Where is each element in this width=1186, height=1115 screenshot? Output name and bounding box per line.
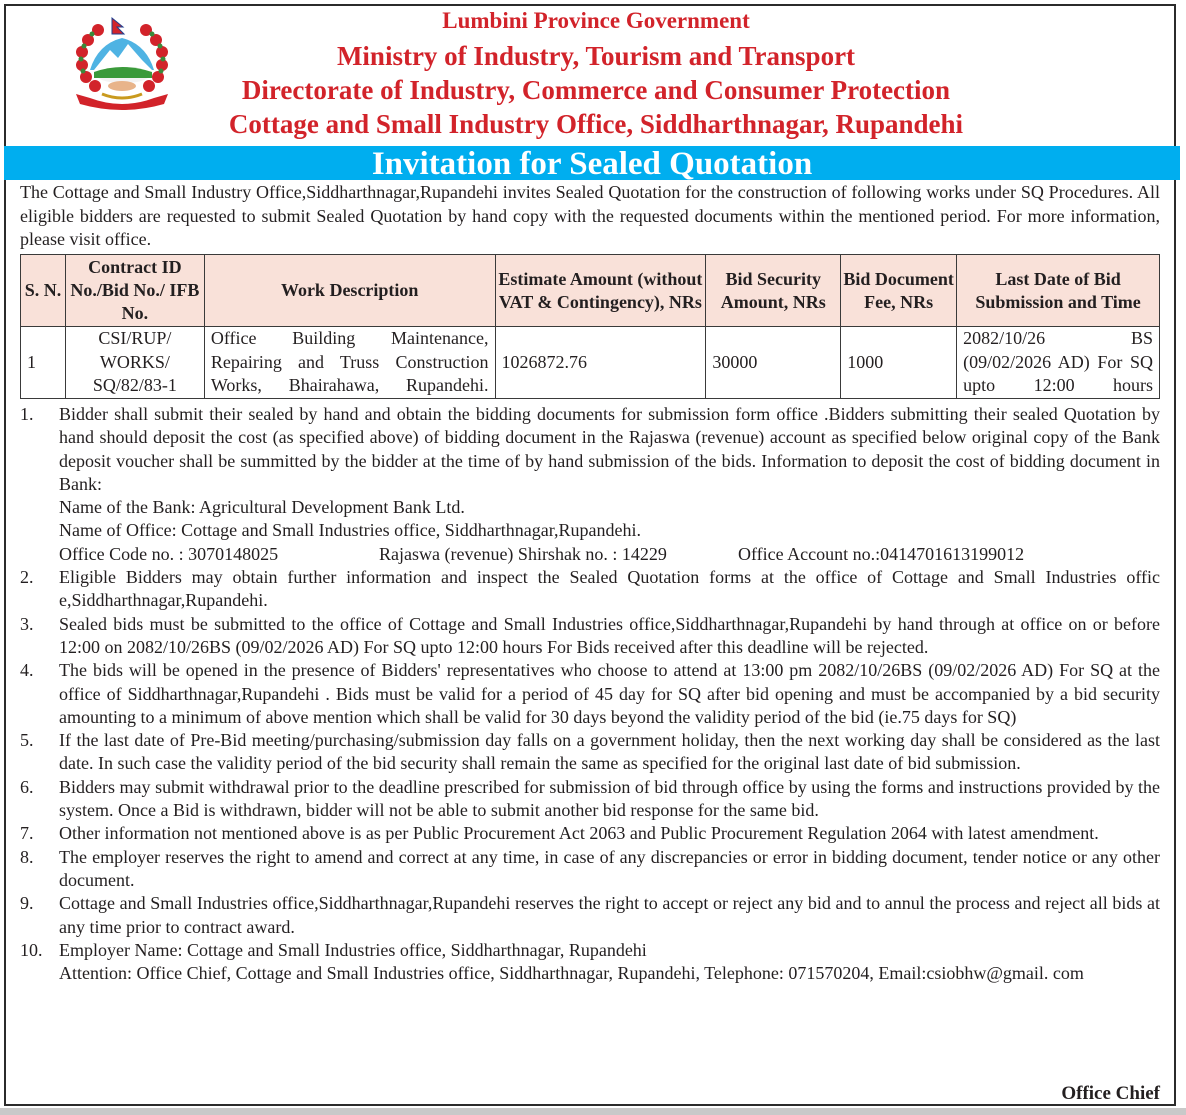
list-item-text: Bidder shall submit their sealed by hand and obtain the bidding documents for submission form office .Bidders submitting their sealed Quotation by hand should deposit the cost (as specified above) of bidding document in the Rajaswa (revenue) account as specified below original copy of the Bank deposit voucher shall be summitted by the bidder at the time of by hand submission of the bids. Information to deposit the cost of bidding document in Bank: bbox=[59, 404, 1160, 494]
nepal-coat-of-arms-icon bbox=[68, 14, 176, 112]
list-item-number: 4. bbox=[20, 660, 34, 681]
list-item-text: The bids will be opened in the presence of Bidders' representatives who choose to attend at 13:00 pm 2082/10/26BS (09/02/2026 AD) For SQ at the office of Siddharthnagar,Rupandehi . Bids must be valid for a period of 45 day for SQ after bid opening and must be accompanied by a bid security amounting to a minimum of above mention which shall be valid for 30 days beyond the validity period of the bid (ie.75 days for SQ) bbox=[59, 660, 1160, 727]
list-item-text: Eligible Bidders may obtain further information and inspect the Sealed Quotation forms at the office of Cottage and Small Industries offic e,Siddharthnagar,Rupandehi. bbox=[59, 567, 1160, 611]
list-item-number: 8. bbox=[20, 846, 34, 867]
list-item bbox=[20, 729, 1160, 776]
list-item bbox=[20, 822, 1160, 845]
employer-name: Employer Name: Cottage and Small Industries office, Siddharthnagar, Rupandehi bbox=[59, 939, 647, 960]
col-header-last-date: Last Date of Bid Submission and Time bbox=[957, 255, 1160, 327]
list-item bbox=[20, 892, 1160, 939]
col-header-bid-document-fee: Bid Document Fee, NRs bbox=[841, 255, 957, 327]
col-header-contract-id: Contract ID No./Bid No./ IFB No. bbox=[65, 255, 204, 327]
header-directorate: Directorate of Industry, Commerce and Consumer Protection bbox=[241, 75, 951, 105]
list-item-number: 3. bbox=[20, 613, 34, 634]
cell-work-description: Office Building Maintenance, Repairing and Truss Construction Works, Bhairahawa, Rupandehi. bbox=[204, 327, 495, 399]
bid-table bbox=[20, 254, 1160, 399]
header-office: Cottage and Small Industry Office, Siddharthnagar, Rupandehi bbox=[228, 109, 964, 139]
list-item bbox=[20, 939, 1160, 986]
list-item bbox=[20, 613, 1160, 660]
list-item-number: 7. bbox=[20, 823, 34, 844]
list-item-text: Bidders may submit withdrawal prior to the deadline prescribed for submission of bid through office by using the forms and instructions provided by the system. Once a Bid is withdrawn, bidder will not be able to submit another bid response for the same bid. bbox=[59, 776, 1160, 821]
intro-paragraph: The Cottage and Small Industry Office,Siddharthnagar,Rupandehi invites Sealed Quotation for the construction of following works under SQ Procedures. All eligible bidders are requested to submit Sealed Quotation by hand copy with the requested documents within the mentioned period. For more information, please visit office. bbox=[20, 182, 1160, 249]
terms-list bbox=[20, 403, 1160, 985]
notice-title-banner: Invitation for Sealed Quotation bbox=[4, 146, 1180, 180]
list-item-number: 6. bbox=[20, 776, 34, 797]
list-item bbox=[20, 776, 1160, 823]
col-header-sn: S. N. bbox=[21, 255, 66, 327]
office-code: Office Code no. : 3070148025 bbox=[59, 543, 279, 564]
list-item-number: 2. bbox=[20, 567, 34, 588]
bank-codes-row bbox=[59, 543, 1160, 566]
cell-estimate-amount: 1026872.76 bbox=[495, 327, 706, 399]
list-item bbox=[20, 659, 1160, 729]
cell-last-date: 2082/10/26 BS (09/02/2026 AD) For SQ upto 12:00 hours bbox=[957, 327, 1160, 399]
table-header-row bbox=[21, 255, 1160, 327]
list-item bbox=[20, 846, 1160, 893]
col-header-work-description: Work Description bbox=[204, 255, 495, 327]
page-bottom-edge bbox=[0, 1108, 1186, 1115]
list-item-number: 5. bbox=[20, 730, 34, 751]
office-name: Name of Office: Cottage and Small Industries office, Siddharthnagar,Rupandehi. bbox=[59, 520, 641, 541]
contact-attention: Attention: Office Chief, Cottage and Small Industries office, Siddharthnagar, Rupandehi, Telephone: 071570204, Email:csiobhw@gmail. com bbox=[59, 963, 1084, 984]
list-item-text: Sealed bids must be submitted to the office of Cottage and Small Industries office,Siddharthnagar,Rupandehi by hand through at office on or before 12:00 on 2082/10/26BS (09/02/2026 AD) For SQ upto 12:00 hours For Bids received after this deadline will be rejected. bbox=[59, 613, 1160, 657]
cell-contract-id: CSI/RUP/ WORKS/ SQ/82/83-1 bbox=[65, 327, 204, 399]
cell-bid-security: 30000 bbox=[706, 327, 841, 399]
revenue-head-code: Rajaswa (revenue) Shirshak no. : 14229 bbox=[379, 543, 667, 564]
list-item-number: 10. bbox=[20, 939, 43, 960]
cell-sn: 1 bbox=[21, 327, 66, 399]
list-item-text: The employer reserves the right to amend and correct at any time, in case of any discrepancies or error in bidding document, tender notice or any other document. bbox=[59, 846, 1160, 890]
list-item-number: 1. bbox=[20, 404, 34, 424]
cell-bid-document-fee: 1000 bbox=[841, 327, 957, 399]
col-header-estimate-amount: Estimate Amount (without VAT & Contingency), NRs bbox=[495, 255, 706, 327]
notice-header bbox=[6, 6, 1174, 143]
signoff-office-chief: Office Chief bbox=[1061, 1083, 1160, 1104]
list-item bbox=[20, 566, 1160, 613]
table-row bbox=[21, 327, 1160, 399]
bank-name: Name of the Bank: Agricultural Development Bank Ltd. bbox=[59, 497, 465, 518]
header-province: Lumbini Province Government bbox=[442, 8, 750, 33]
list-item bbox=[20, 403, 1160, 566]
list-item-text: Cottage and Small Industries office,Siddharthnagar,Rupandehi reserves the right to accept or reject any bid and to annul the process and reject all bids at any time prior to contract award. bbox=[59, 893, 1160, 937]
col-header-bid-security: Bid Security Amount, NRs bbox=[706, 255, 841, 327]
header-ministry: Ministry of Industry, Tourism and Transport bbox=[336, 41, 856, 71]
list-item-text: Other information not mentioned above is as per Public Procurement Act 2063 and Public Procurement Regulation 2064 with latest amendment. bbox=[59, 823, 1099, 844]
list-item-text: If the last date of Pre-Bid meeting/purchasing/submission day falls on a government holiday, then the next working day shall be considered as the last date. In such case the validity period of the bid security shall remain the same as specified for the original last date of bid submission. bbox=[59, 730, 1160, 774]
list-item-number: 9. bbox=[20, 893, 34, 914]
office-account-number: Office Account no.:0414701613199012 bbox=[738, 543, 1025, 564]
